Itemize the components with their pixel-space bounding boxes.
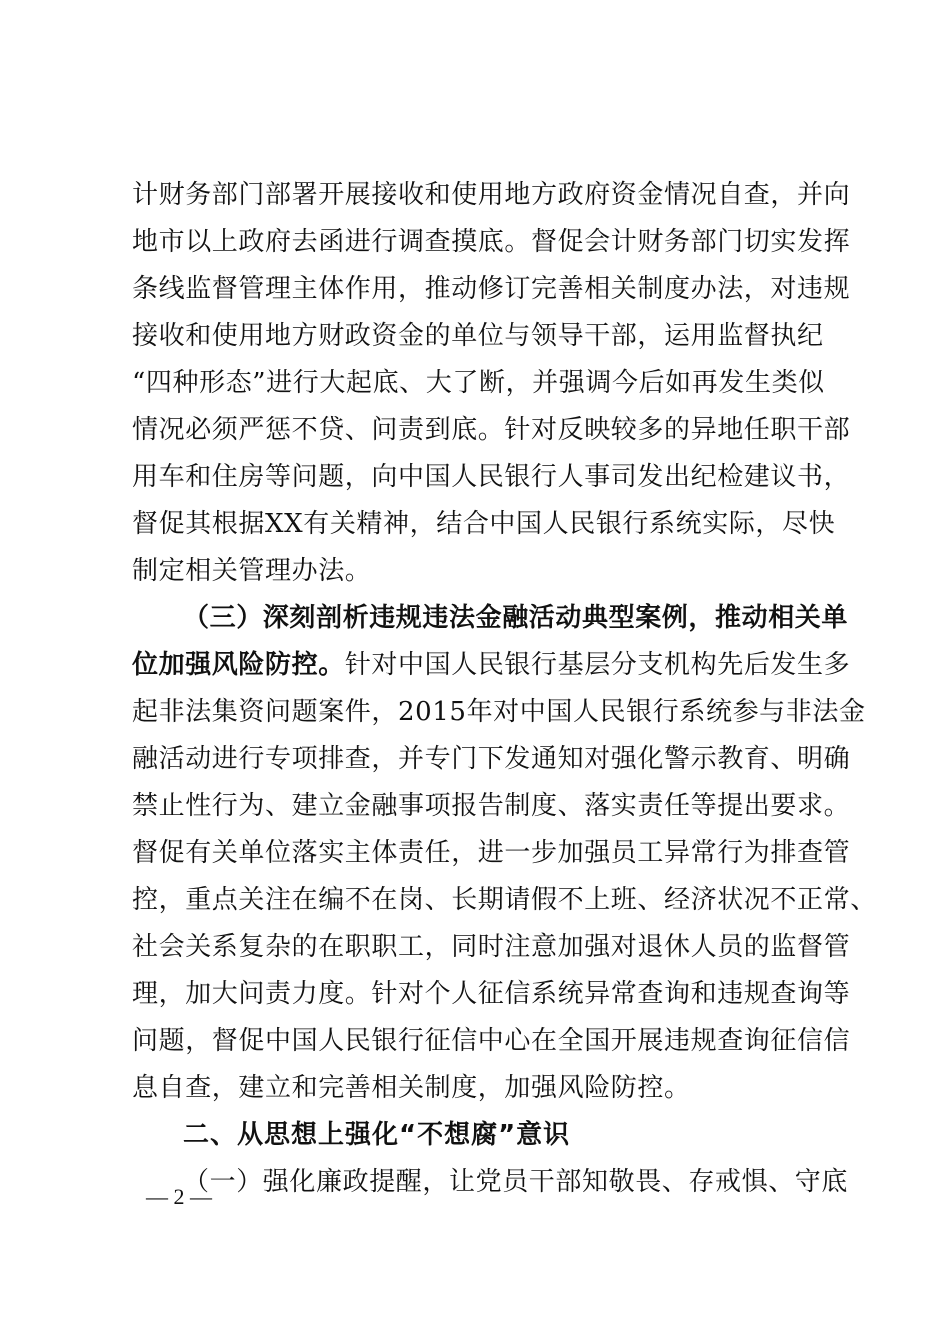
section-subtitle-line: （三）深刻剖析违规违法金融活动典型案例，推动相关单 [183, 603, 849, 633]
paragraph-text: 针对中国人民银行基层分支机构先后发生多 [344, 650, 851, 680]
section-heading: 二、从思想上强化“不想腐”意识 [183, 1120, 571, 1150]
paragraph-line: 起非法集资问题案件，2015年对中国人民银行系统参与非法金 [132, 697, 866, 727]
paragraph-line: 督促其根据XX有关精神，结合中国人民银行系统实际，尽快 [132, 509, 836, 539]
paragraph-line: 禁止性行为、建立金融事项报告制度、落实责任等提出要求。 [132, 791, 851, 821]
paragraph-line: 控，重点关注在编不在岗、长期请假不上班、经济状况不正常、 [132, 885, 877, 915]
section-subtitle-end: 位加强风险防控。 [132, 650, 345, 680]
paragraph-line: 息自查，建立和完善相关制度，加强风险防控。 [132, 1073, 691, 1103]
paragraph-line: 用车和住房等问题，向中国人民银行人事司发出纪检建议书， [132, 462, 851, 492]
paragraph-line [132, 645, 851, 685]
paragraph-line: 制定相关管理办法。 [132, 556, 372, 586]
paragraph-line: “四种形态”进行大起底、大了断，并强调今后如再发生类似 [132, 368, 825, 398]
page-number: — 2 — [146, 1184, 212, 1209]
paragraph-line: 条线监督管理主体作用，推动修订完善相关制度办法，对违规 [132, 274, 851, 304]
paragraph-line: 问题，督促中国人民银行征信中心在全国开展违规查询征信信 [132, 1026, 851, 1056]
paragraph-line: 计财务部门部署开展接收和使用地方政府资金情况自查，并向 [132, 180, 851, 210]
paragraph-line: 情况必须严惩不贷、问责到底。针对反映较多的异地任职干部 [132, 415, 851, 445]
paragraph-line: 融活动进行专项排查，并专门下发通知对强化警示教育、明确 [132, 744, 851, 774]
paragraph-line: 督促有关单位落实主体责任，进一步加强员工异常行为排查管 [132, 838, 851, 868]
paragraph-line: 地市以上政府去函进行调查摸底。督促会计财务部门切实发挥 [132, 227, 851, 257]
paragraph-line: 社会关系复杂的在职职工，同时注意加强对退休人员的监督管 [132, 932, 851, 962]
paragraph-line: 理，加大问责力度。针对个人征信系统异常查询和违规查询等 [132, 979, 851, 1009]
subsection-heading: （一）强化廉政提醒，让党员干部知敬畏、存戒惧、守底 [183, 1167, 849, 1197]
paragraph-line: 接收和使用地方财政资金的单位与领导干部，运用监督执纪 [132, 321, 824, 351]
